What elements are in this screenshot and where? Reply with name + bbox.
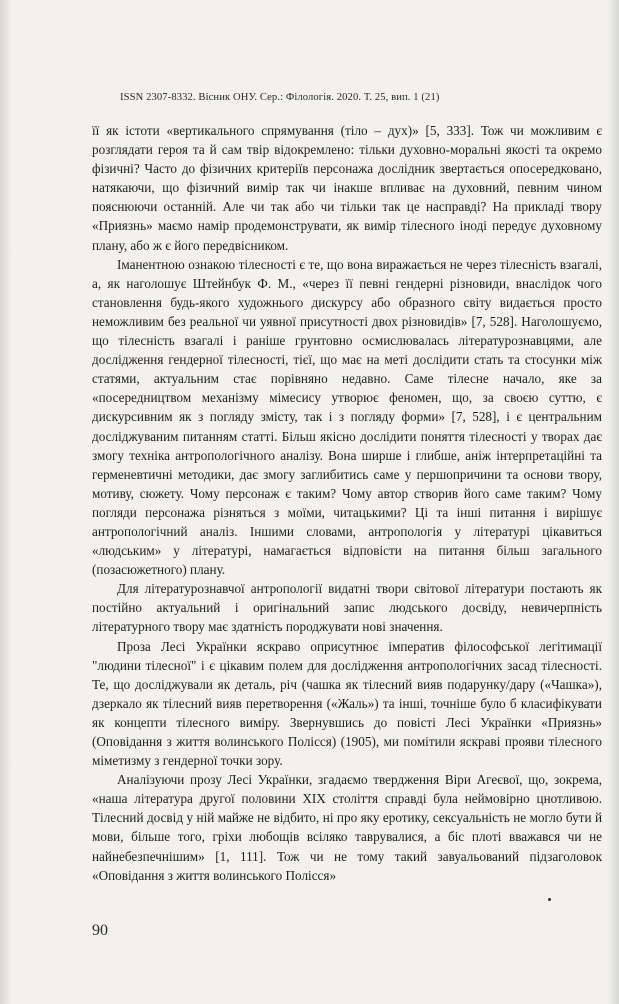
- scan-edge-shadow-left: [0, 0, 12, 1004]
- paragraph: Аналізуючи прозу Лесі Українки, згадаємо твердження Віри Агеєвої, що, зокрема, «наша література другої половини ХІХ століття справді була неймовірно цнотливою. Тілесний досвід у ній майже не відбито, ні про яку еротику, сексуальність не могло бути й мови, більше того, гріхи любощів всіляко таврувалися, а біс плоті вважався чи не найнебезпечнішим» [1, 111]. Тож чи не тому такий завуальований підзаголовок «Оповідання з життя волинського Полісся»: [92, 772, 602, 883]
- scan-edge-shadow-right: [607, 0, 619, 1004]
- article-body: [92, 121, 602, 885]
- paragraph: Іманентною ознакою тілесності є те, що вона виражається не через тілесність взагалі, а, як наголошує Штейнбук Ф. М., «через її певні гендерні різновиди, внаслідок чого становлення будь-якого художнього дискурсу або образного світу видається просто неможливим без реальної чи уявної присутності двох різновидів» [7, 528]. Наголошуємо, що тілесність взагалі і раніше грунтовно осмислювалась літературознавцями, але дослідження гендерної тілесності, тієї, що має на меті дослідити стать та стосунки між статями, актуальним стає порівняно недавно. Саме тілесне начало, яке за «посередництвом механізму мімесису утворює феномен, що, за своєю суттю, є дискурсивним як з погляду змісту, так і з погляду форми» [7, 528], і є центральним досліджуваним питанням статті. Більш якісно дослідити поняття тілесності у творах дає змогу техніка антропологічного аналізу. Вона ширше і глибше, аніж інтерпретаційні та герменевтичні методики, дає змогу заглибитись саме у першопричини та основи твору, мотиву, сюжету. Чому персонаж є таким? Чому автор створив його саме таким? Чому погляди персонажа різняться з моїми, читацькими? Ці та інші питання і вирішує антропологічний аналіз. Іншими словами, антропологія у літературі цікавиться «людським» у літературі, намагається відповісти на питання більш загального (позасюжетного) плану.: [92, 256, 602, 578]
- paragraph: Проза Лесі Українки яскраво оприсутнює імператив філософської легітимації "людини тілесної" і є цікавим полем для дослідження антропологічних засад тілесності. Те, що досліджували як деталь, річ (чашка як тілесний вияв подарунку/дару («Чашка»), дзеркало як тілесний вияв перетворення («Жаль») та інші, точніше було б класифікувати як концепти тілесного виміру. Звернувшись до повісті Лесі Українки «Приязнь» (Оповідання з життя волинського Полісся) (1905), ми помітили яскраві прояви тілесного міметизму з гендерної точки зору.: [92, 638, 602, 769]
- paragraph: Для літературознавчої антропології видатні твори світової літератури постають як постійно актуальний і оригінальний запис людського досвіду, невичерпність літературного твору має здатність породжувати нові значення.: [92, 581, 602, 635]
- page-number: 90: [92, 922, 108, 939]
- paragraph-continuation: її як істоти «вертикального спрямування (тіло – дух)» [5, 333]. Тож чи можливим є розглядати героя та й сам твір відокремлено: тільки духовно-моральні якості та окремо фізичні? Часто до фізичних критеріїв персонажа дослідник звертається опосередковано, натякаючи, що фізичний вимір так чи інакше впливає на духовний, певним чином пояснюючи останній. Але чи так або чи тільки так це насправді? На прикладі твору «Приязнь» маємо намір продемонструвати, як вимір тілесного іноді передує духовному плану, або ж є його передвісником.: [92, 123, 602, 253]
- running-header: ISSN 2307-8332. Вісник ОНУ. Сер.: Філологія. 2020. Т. 25, вип. 1 (21): [120, 92, 440, 103]
- scan-speck: [548, 898, 551, 901]
